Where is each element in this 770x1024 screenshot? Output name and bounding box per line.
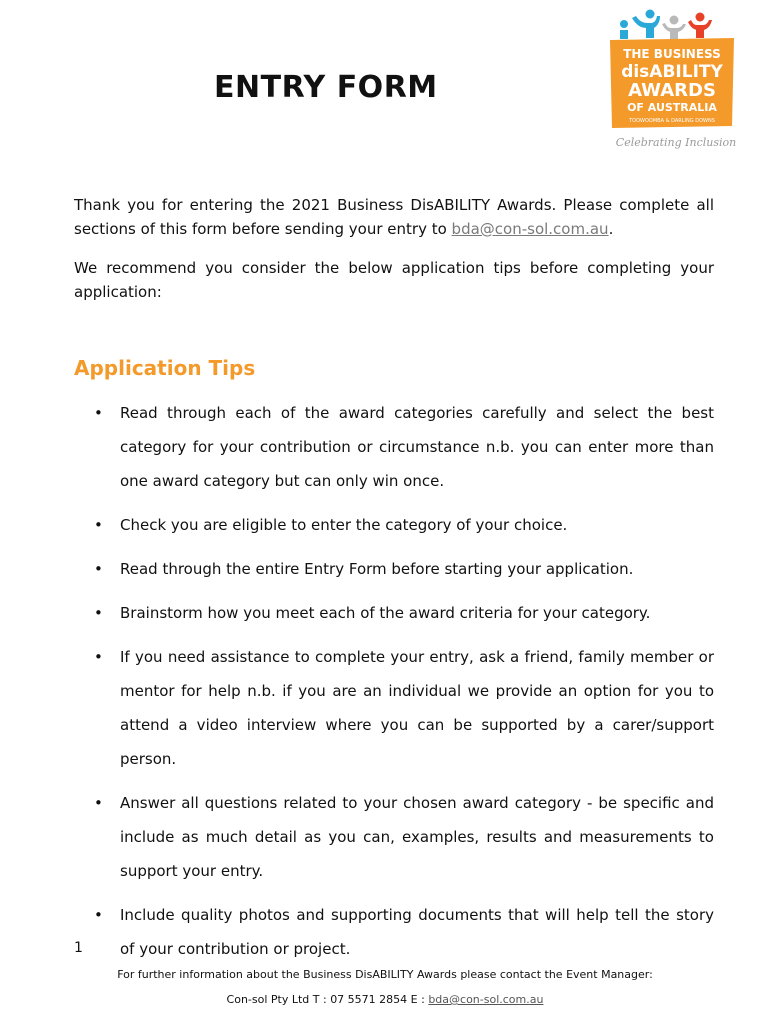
list-item: • Read through each of the award categories carefully and select the best category for your contribution or circumstance n.b. you can enter more than one award category but can only win once. <box>74 396 714 498</box>
list-item: • Answer all questions related to your chosen award category - be specific and include as much detail as you can, examples, results and measurements to support your entry. <box>74 786 714 888</box>
logo-text-line2: disABILITY <box>621 62 723 82</box>
logo-text-line4: OF AUSTRALIA <box>627 101 717 114</box>
list-item: • Include quality photos and supporting documents that will help tell the story of your contribution or project. <box>74 898 714 966</box>
bullet: • <box>94 404 103 422</box>
list-item: • Check you are eligible to enter the category of your choice. <box>74 508 714 542</box>
footer-line1: For further information about the Business DisABILITY Awards please contact the Event Manager: <box>117 968 653 981</box>
bullet: • <box>94 604 103 622</box>
bullet: • <box>94 560 103 578</box>
footer-contact: Con-sol Pty Ltd T : 07 5571 2854 E : <box>226 993 429 1006</box>
recommend-paragraph: We recommend you consider the below application tips before completing your application: <box>74 259 714 301</box>
logo-text-line5: TOOWOOMBA & DARLING DOWNS <box>629 118 715 124</box>
footer-line2 <box>0 993 770 1007</box>
footer-email-link[interactable]: bda@con-sol.com.au <box>428 993 544 1006</box>
page-number: 1 <box>74 940 83 956</box>
tips-list <box>74 396 714 976</box>
page-title: ENTRY FORM <box>214 70 438 105</box>
business-disability-awards-logo <box>602 8 738 154</box>
intro-text: Thank you for entering the 2021 Business DisABILITY Awards. Please complete all sections of this form before sending your entry to <box>74 196 714 238</box>
intro-paragraph <box>74 193 714 241</box>
bullet: • <box>94 906 103 924</box>
email-link[interactable]: bda@con-sol.com.au <box>451 220 609 238</box>
bullet: • <box>94 794 103 812</box>
bullet: • <box>94 648 103 666</box>
people-figures-icon <box>620 10 712 41</box>
list-item: • If you need assistance to complete your entry, ask a friend, family member or mentor for help n.b. if you are an individual we provide an option for you to attend a video interview where you can be supported by a carer/support person. <box>74 640 714 776</box>
bullet: • <box>94 516 103 534</box>
logo-text-line1: THE BUSINESS <box>623 47 721 61</box>
logo-tagline: Celebrating Inclusion <box>615 136 737 149</box>
logo-text-line3: AWARDS <box>628 80 716 101</box>
list-item: • Read through the entire Entry Form before starting your application. <box>74 552 714 586</box>
intro-text-end: . <box>608 220 614 238</box>
list-item: • Brainstorm how you meet each of the award criteria for your category. <box>74 596 714 630</box>
section-heading: Application Tips <box>74 356 256 380</box>
